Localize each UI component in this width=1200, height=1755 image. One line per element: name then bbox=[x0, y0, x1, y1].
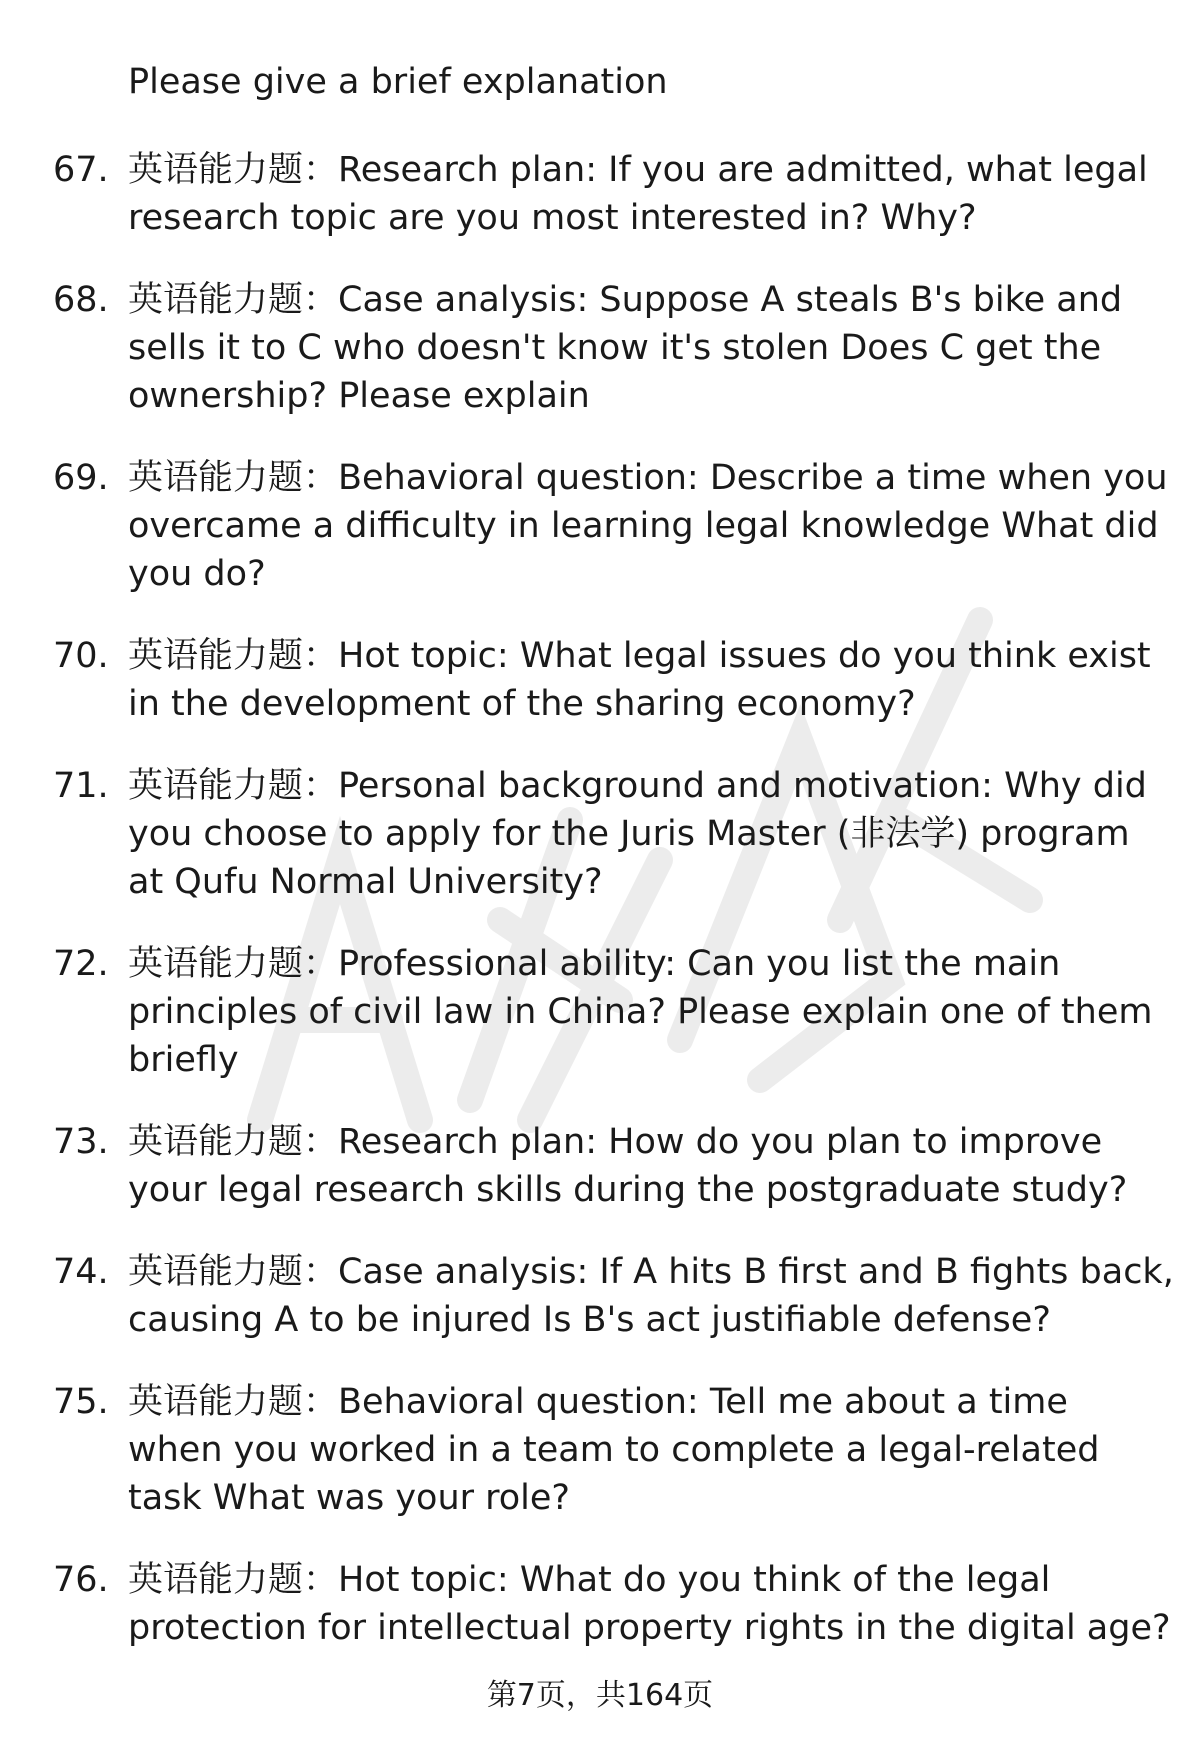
question-text bbox=[128, 146, 1178, 242]
question-item bbox=[0, 1248, 1200, 1344]
question-text-line: sells it to C who doesn't know it's stolen Does C get the bbox=[128, 328, 1102, 368]
question-number: 75. bbox=[53, 1382, 109, 1422]
question-text-line: in the development of the sharing economy? bbox=[128, 684, 916, 724]
question-text-line: 英语能力题：Hot topic: What do you think of the legal bbox=[128, 1560, 1051, 1600]
question-text-line: briefly bbox=[128, 1040, 239, 1080]
question-text-line: 英语能力题：Professional ability: Can you list the main bbox=[128, 944, 1061, 984]
question-number: 73. bbox=[53, 1122, 109, 1162]
question-item bbox=[0, 632, 1200, 728]
question-item bbox=[0, 276, 1200, 420]
question-text bbox=[128, 940, 1178, 1084]
question-text bbox=[128, 1118, 1178, 1214]
question-text bbox=[128, 1378, 1178, 1522]
question-text bbox=[128, 454, 1178, 598]
question-item bbox=[0, 1118, 1200, 1214]
question-text-line: task What was your role? bbox=[128, 1478, 571, 1518]
question-item bbox=[0, 146, 1200, 242]
question-number: 72. bbox=[53, 944, 109, 984]
question-text bbox=[128, 1248, 1178, 1344]
question-text-line: when you worked in a team to complete a legal-related bbox=[128, 1430, 1100, 1470]
question-number: 68. bbox=[53, 280, 109, 320]
question-text bbox=[128, 632, 1178, 728]
question-text-line: you choose to apply for the Juris Master (非法学) program bbox=[128, 814, 1130, 854]
question-item bbox=[0, 940, 1200, 1084]
question-text-line: 英语能力题：Case analysis: Suppose A steals B's bike and bbox=[128, 280, 1123, 320]
question-text bbox=[128, 1556, 1178, 1652]
question-number: 76. bbox=[53, 1560, 109, 1600]
question-text-line: ownership? Please explain bbox=[128, 376, 590, 416]
question-item bbox=[0, 762, 1200, 906]
question-text-line: 英语能力题：Research plan: If you are admitted, what legal bbox=[128, 150, 1148, 190]
question-text bbox=[128, 276, 1178, 420]
question-text-line: 英语能力题：Personal background and motivation: Why did bbox=[128, 766, 1147, 806]
question-item bbox=[0, 1556, 1200, 1652]
question-text-line: 英语能力题：Behavioral question: Tell me about a time bbox=[128, 1382, 1068, 1422]
question-text-line: overcame a difficulty in learning legal knowledge What did bbox=[128, 506, 1159, 546]
question-text-line: 英语能力题：Hot topic: What legal issues do you think exist bbox=[128, 636, 1151, 676]
question-text-line: you do? bbox=[128, 554, 266, 594]
question-list bbox=[0, 146, 1200, 1686]
question-number: 69. bbox=[53, 458, 109, 498]
question-text-line: protection for intellectual property rights in the digital age? bbox=[128, 1608, 1171, 1648]
question-number: 67. bbox=[53, 150, 109, 190]
question-text-line: 英语能力题：Research plan: How do you plan to improve bbox=[128, 1122, 1103, 1162]
question-number: 74. bbox=[53, 1252, 109, 1292]
continued-answer-line: Please give a brief explanation bbox=[128, 62, 668, 102]
question-number: 70. bbox=[53, 636, 109, 676]
question-text-line: your legal research skills during the postgraduate study? bbox=[128, 1170, 1128, 1210]
question-text-line: 英语能力题：Case analysis: If A hits B first and B fights back, bbox=[128, 1252, 1174, 1292]
question-text bbox=[128, 762, 1178, 906]
question-text-line: principles of civil law in China? Please explain one of them bbox=[128, 992, 1153, 1032]
question-text-line: research topic are you most interested in? Why? bbox=[128, 198, 977, 238]
question-text-line: 英语能力题：Behavioral question: Describe a time when you bbox=[128, 458, 1168, 498]
question-number: 71. bbox=[53, 766, 109, 806]
question-item bbox=[0, 454, 1200, 598]
page-number-footer: 第7页，共164页 bbox=[486, 1678, 714, 1713]
question-text-line: causing A to be injured Is B's act justifiable defense? bbox=[128, 1300, 1051, 1340]
question-text-line: at Qufu Normal University? bbox=[128, 862, 603, 902]
question-item bbox=[0, 1378, 1200, 1522]
